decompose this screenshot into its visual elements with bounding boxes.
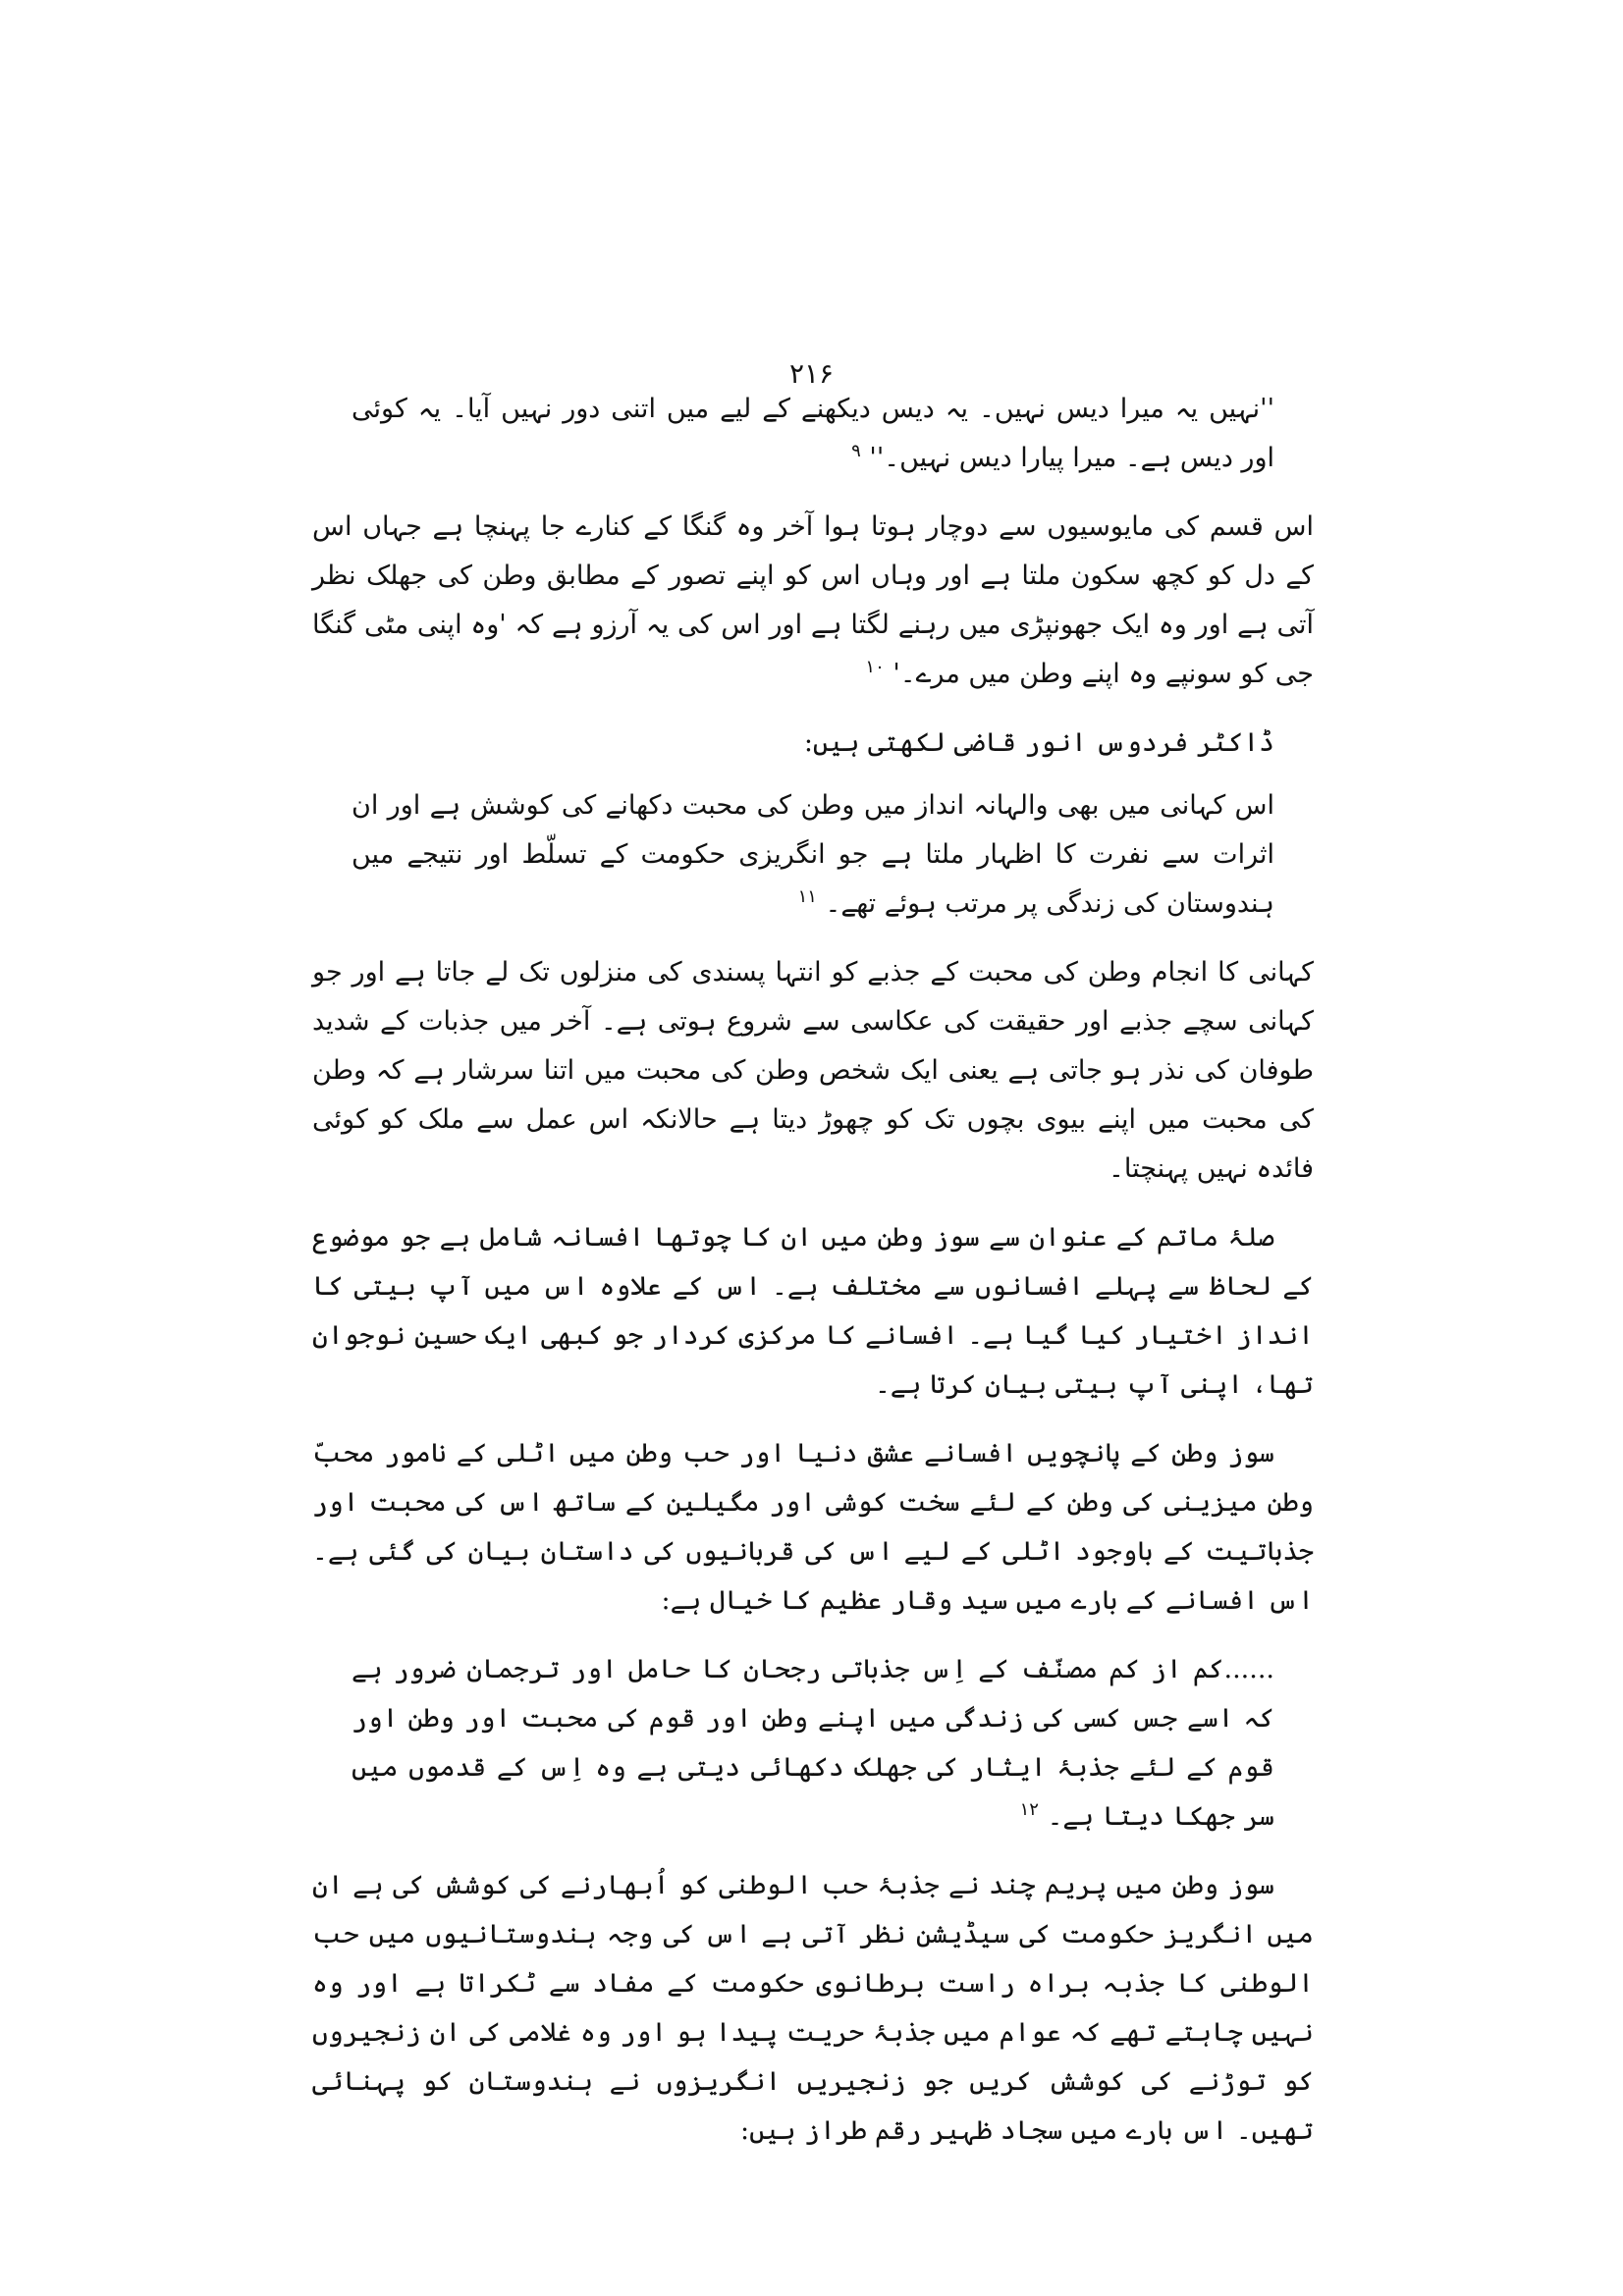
body-paragraph [312,1429,1314,1626]
paragraph-text: صلۂ ماتم کے عنوان سے سوز وطن میں ان کا چوتھا افسانہ شامل ہے جو موضوع کے لحاظ سے پہلے افسانوں سے مختلف ہے۔ اس کے علاوہ اس میں آپ بیتی کا انداز اختیار کیا گیا ہے۔ افسانے کا مرکزی کردار جو کبھی ایک حسین نوجوان تھا، اپنی آپ بیتی بیان کرتا ہے۔ [312,1222,1314,1400]
footnote-ref: ۱۱ [797,886,817,907]
paragraph-text: اس کہانی میں بھی والہانہ انداز میں وطن کی محبت دکھانے کی کوشش ہے اور ان اثرات سے نفرت کا اظہار ملتا ہے جو انگریزی حکومت کے تسلّط اور نتیجے میں ہندوستان کی زندگی پر مرتب ہوئے تھے۔ [352,790,1274,919]
body-paragraph [312,503,1314,699]
quote-paragraph [312,385,1314,483]
quote-paragraph [312,781,1314,929]
body-paragraph [312,1213,1314,1410]
paragraph-text: ''نہیں یہ میرا دیس نہیں۔ یہ دیس دیکھنے کے لیے میں اتنی دور نہیں آیا۔ یہ کوئی اور دیس ہے۔ میرا پیارا دیس نہیں۔'' [352,394,1274,473]
paragraph-text: سوز وطن کے پانچویں افسانے عشق دنیا اور حب وطن میں اٹلی کے نامور محبّ وطن میزینی کی وطن کے لئے سخت کوشی اور مگیلین کے ساتھ اس کی محبت اور جذباتیت کے باوجود اٹلی کے لیے اس کی قربانیوں کی داستان بیان کی گئی ہے۔ اس افسانے کے بارے میں سید وقار عظیم کا خیال ہے: [312,1438,1314,1616]
quote-paragraph [312,1645,1314,1842]
footnote-ref: ۹ [851,441,861,461]
body-paragraph [312,1861,1314,2156]
paragraph-text: ڈاکٹر فردوس انور قاضی لکھتی ہیں: [803,727,1274,758]
footnote-ref: ۱۲ [1019,1799,1039,1820]
footnote-ref: ۱۰ [865,657,885,677]
page-number: ۲۱۶ [788,357,835,390]
body-paragraph [312,948,1314,1194]
body-paragraph [312,719,1314,768]
paragraph-text: کہانی کا انجام وطن کی محبت کے جذبے کو انتہا پسندی کی منزلوں تک لے جاتا ہے اور جو کہانی سچے جذبے اور حقیقت کی عکاسی سے شروع ہوتی ہے۔ آخر میں جذبات کے شدید طوفان کی نذر ہو جاتی ہے یعنی ایک شخص وطن کی محبت میں اتنا سرشار ہے کہ وطن کی محبت میں اپنے بیوی بچوں تک کو چھوڑ دیتا ہے حالانکہ اس عمل سے ملک کو کوئی فائدہ نہیں پہنچتا۔ [312,957,1314,1184]
paragraph-text: اس قسم کی مایوسیوں سے دوچار ہوتا ہوا آخر وہ گنگا کے کنارے جا پہنچا ہے جہاں اس کے دل کو کچھ سکون ملتا ہے اور وہاں اس کو اپنے تصور کے مطابق وطن کی جھلک نظر آتی ہے اور وہ ایک جھونپڑی میں رہنے لگتا ہے اور اس کی یہ آرزو ہے کہ 'وہ اپنی مٹی گنگا جی کو سونپے وہ اپنے وطن میں مرے۔' [312,511,1314,689]
paragraph-text: سوز وطن میں پریم چند نے جذبۂ حب الوطنی کو اُبھارنے کی کوشش کی ہے ان میں انگریز حکومت کی سیڈیشن نظر آتی ہے اس کی وجہ ہندوستانیوں میں حب الوطنی کا جذبہ براہ راست برطانوی حکومت کے مفاد سے ٹکراتا ہے اور وہ نہیں چاہتے تھے کہ عوام میں جذبۂ حریت پیدا ہو اور وہ غلامی کی ان زنجیروں کو توڑنے کی کوشش کریں جو زنجیریں انگریزوں نے ہندوستان کو پہنائی تھیں۔ اس بارے میں سجاد ظہیر رقم طراز ہیں: [312,1870,1314,2146]
page-body [312,385,1314,2175]
paragraph-text: ......کم از کم مصنّف کے اِس جذباتی رجحان کا حامل اور ترجمان ضرور ہے کہ اسے جس کسی کی زندگی میں اپنے وطن اور قوم کی محبت اور وطن اور قوم کے لئے جذبۂ ایثار کی جھلک دکھائی دیتی ہے وہ اِس کے قدموں میں سر جھکا دیتا ہے۔ [352,1654,1274,1832]
